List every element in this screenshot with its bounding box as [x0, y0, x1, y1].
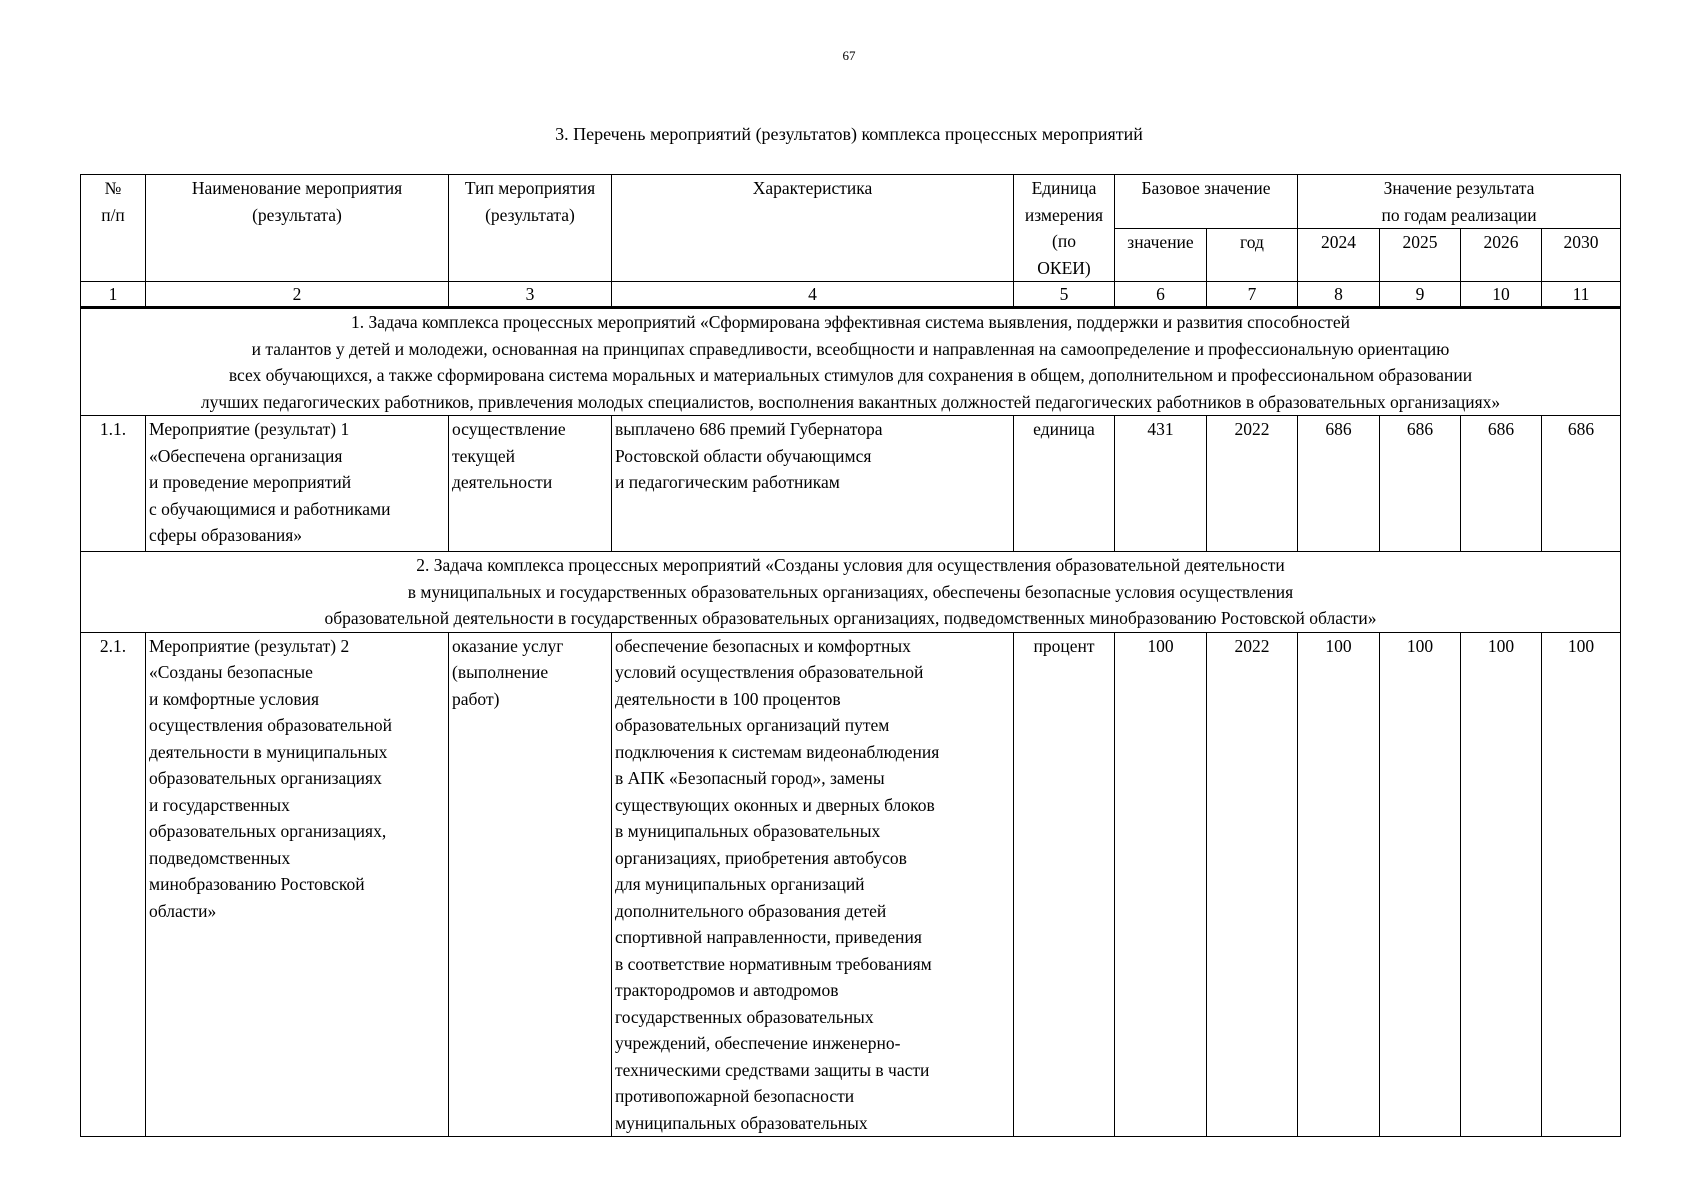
row-type: оказание услуг (выполнение работ) — [449, 632, 612, 1137]
column-number: 2 — [146, 282, 449, 308]
header-base-sub-year: год — [1207, 229, 1298, 282]
row-base-year: 2022 — [1207, 416, 1298, 552]
task-1-row — [81, 308, 1621, 416]
column-number: 1 — [81, 282, 146, 308]
row-base-year: 2022 — [1207, 632, 1298, 1137]
column-number: 9 — [1380, 282, 1461, 308]
row-value-2026: 100 — [1461, 632, 1542, 1137]
header-characteristic: Характеристика — [612, 175, 1014, 282]
header-base-sub-value: значение — [1115, 229, 1207, 282]
row-value-2025: 686 — [1380, 416, 1461, 552]
header-type: Тип мероприятия (результата) — [449, 175, 612, 282]
row-type: осуществление текущей деятельности — [449, 416, 612, 552]
header-name: Наименование мероприятия (результата) — [146, 175, 449, 282]
column-number: 7 — [1207, 282, 1298, 308]
task-2-text: 2. Задача комплекса процессных мероприятий «Созданы условия для осуществления образовательной деятельности в муниципальных и государственных образовательных организациях, обеспечены безопасные условия осуществления образовательной деятельности в государственных образовательных организациях, подведомственных минобразованию Ростовской области» — [81, 552, 1621, 633]
row-num: 2.1. — [81, 632, 146, 1137]
column-number-row — [81, 282, 1621, 308]
column-number: 11 — [1542, 282, 1621, 308]
row-value-2024: 686 — [1298, 416, 1380, 552]
row-value-2030: 686 — [1542, 416, 1621, 552]
row-characteristic: обеспечение безопасных и комфортных условий осуществления образовательной деятельности в 100 процентов образовательных организаций путем подключения к системам видеонаблюдения в АПК «Безопасный город», замены существующих оконных и дверных блоков в муниципальных образовательных организациях, приобретения автобусов для муниципальных организаций дополнительного образования детей спортивной направленности, приведения в соответствие нормативным требованиям трактородромов и автодромов государственных образовательных учреждений, обеспечение инженерно- техническими средствами защиты в части противопожарной безопасности муниципальных образовательных — [612, 632, 1014, 1137]
column-number: 4 — [612, 282, 1014, 308]
row-name: Мероприятие (результат) 2 «Созданы безопасные и комфортные условия осуществления образовательной деятельности в муниципальных образовательных организациях и государственных образовательных организациях, подведомственных минобразованию Ростовской области» — [146, 632, 449, 1137]
row-base-value: 100 — [1115, 632, 1207, 1137]
row-unit: единица — [1014, 416, 1115, 552]
column-number: 8 — [1298, 282, 1380, 308]
row-value-2026: 686 — [1461, 416, 1542, 552]
header-year-2024: 2024 — [1298, 229, 1380, 282]
header-year-2026: 2026 — [1461, 229, 1542, 282]
page-number: 67 — [842, 48, 856, 63]
row-num: 1.1. — [81, 416, 146, 552]
header-num: № п/п — [81, 175, 146, 282]
page-title: 3. Перечень мероприятий (результатов) комплекса процессных мероприятий — [555, 124, 1143, 144]
row-name: Мероприятие (результат) 1 «Обеспечена организация и проведение мероприятий с обучающимися и работниками сферы образования» — [146, 416, 449, 552]
column-number: 10 — [1461, 282, 1542, 308]
activities-table — [80, 174, 1621, 1137]
column-number: 6 — [1115, 282, 1207, 308]
column-number: 3 — [449, 282, 612, 308]
row-value-2030: 100 — [1542, 632, 1621, 1137]
header-base-value: Базовое значение — [1115, 175, 1298, 229]
row-value-2024: 100 — [1298, 632, 1380, 1137]
header-result-value: Значение результата по годам реализации — [1298, 175, 1621, 229]
header-row-1 — [81, 175, 1621, 229]
header-unit: Единица измерения (по ОКЕИ) — [1014, 175, 1115, 282]
table-row — [81, 632, 1621, 1137]
header-year-2030: 2030 — [1542, 229, 1621, 282]
table-row — [81, 416, 1621, 552]
task-2-row — [81, 552, 1621, 633]
row-characteristic: выплачено 686 премий Губернатора Ростовской области обучающимся и педагогическим работникам — [612, 416, 1014, 552]
task-1-text: 1. Задача комплекса процессных мероприятий «Сформирована эффективная система выявления, поддержки и развития способностей и талантов у детей и молодежи, основанная на принципах справедливости, всеобщности и направленная на самоопределение и профессиональную ориентацию всех обучающихся, а также сформирована система моральных и материальных стимулов для сохранения в общем, дополнительном и профессиональном образовании лучших педагогических работников, привлечения молодых специалистов, восполнения вакантных должностей педагогических работников в образовательных организациях» — [81, 308, 1621, 416]
header-year-2025: 2025 — [1380, 229, 1461, 282]
row-base-value: 431 — [1115, 416, 1207, 552]
column-number: 5 — [1014, 282, 1115, 308]
row-value-2025: 100 — [1380, 632, 1461, 1137]
row-unit: процент — [1014, 632, 1115, 1137]
